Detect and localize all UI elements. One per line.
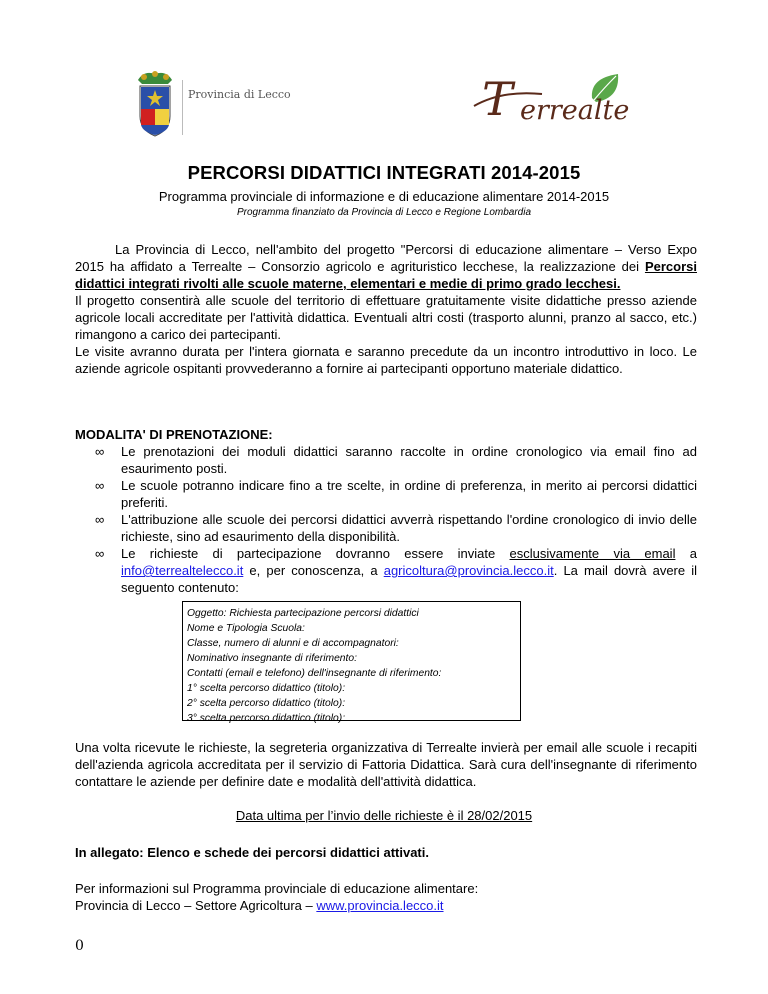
terrealte-logo-text: errealte xyxy=(520,95,630,126)
intro-p1-bold: Percorsi didattici integrati rivolti alle scuole materne, elementari e medie di primo grado lecchesi. xyxy=(75,259,697,291)
box-line: Contatti (email e telefono) dell'insegnante di riferimento: xyxy=(187,668,442,679)
info-line-contact xyxy=(75,898,444,913)
intro-p1-text: La Provincia di Lecco, nell'ambito del progetto "Percorsi di educazione alimentare – Verso Expo 2015 ha affidato a Terrealte – Consorzio agricolo e agrituristico lecchese, la realizzazione dei xyxy=(75,242,697,274)
bullet-text: Le richieste di partecipazione dovranno essere inviate xyxy=(121,546,510,561)
list-item xyxy=(95,477,697,511)
box-line: Oggetto: Richiesta partecipazione percorsi didattici xyxy=(187,608,419,619)
page-subtitle: Programma provinciale di informazione e di educazione alimentare 2014-2015 xyxy=(158,189,610,204)
email-link-provincia[interactable]: agricoltura@provincia.lecco.it xyxy=(383,563,554,578)
bullet-text: e, per conoscenza, a xyxy=(243,563,384,578)
bullet-text: a xyxy=(675,546,697,561)
list-item xyxy=(95,545,697,596)
box-line: 1° scelta percorso didattico (titolo): xyxy=(187,683,346,694)
box-line: Classe, numero di alunni e di accompagnatori: xyxy=(187,638,399,649)
modalita-list xyxy=(95,443,697,596)
box-line: Nominativo insegnante di riferimento: xyxy=(187,653,357,664)
box-line: Nome e Tipologia Scuola: xyxy=(187,623,305,634)
list-item xyxy=(95,443,697,477)
website-link[interactable]: www.provincia.lecco.it xyxy=(316,898,444,913)
bullet-text: L'attribuzione alle scuole dei percorsi didattici avverrà rispettando l'ordine cronologico di invio delle richieste, sino ad esaurimento della disponibilità. xyxy=(121,512,697,544)
page-title: PERCORSI DIDATTICI INTEGRATI 2014-2015 xyxy=(187,162,581,183)
email-template-box xyxy=(182,601,521,724)
bullet-icon: ∞ xyxy=(95,512,105,527)
info-line: Per informazioni sul Programma provinciale di educazione alimentare: xyxy=(75,881,479,896)
modalita-title: MODALITA' DI PRENOTAZIONE: xyxy=(75,427,273,442)
bullet-icon: ∞ xyxy=(95,444,105,459)
bullet-icon: ∞ xyxy=(95,546,105,561)
intro-section xyxy=(75,241,697,377)
funding-note: Programma finanziato da Provincia di Lecco e Regione Lombardia xyxy=(236,207,532,218)
bullet-icon: ∞ xyxy=(95,478,105,493)
email-only-note: esclusivamente via email xyxy=(509,546,676,561)
intro-paragraph-1 xyxy=(75,241,697,292)
terrealte-logo-initial: T xyxy=(482,72,513,126)
bullet-text: . La mail dovrà avere il seguento contenuto: xyxy=(121,563,697,595)
box-line: 2° scelta percorso didattico (titolo): xyxy=(187,698,346,709)
page-number: 0 xyxy=(75,938,84,954)
email-link-terrealte[interactable]: info@terrealtelecco.it xyxy=(121,563,244,578)
provincia-lecco-logo xyxy=(130,70,300,140)
box-line: 3° scelta percorso didattico (titolo): xyxy=(187,713,346,724)
intro-paragraph-3: Le visite avranno durata per l'intera giornata e saranno precedute da un incontro introduttivo in loco. Le aziende agricole ospitanti provvederanno a fornire ai partecipanti opportuno materiale didattico. xyxy=(75,344,697,376)
intro-paragraph-2: Il progetto consentirà alle scuole del territorio di effettuare gratuitamente visite didattiche presso aziende agricole locali accreditate per l'attività didattica. Eventuali altri costi (trasporto alunni, pranzo al sacco, etc.) rimangono a carico dei partecipanti. xyxy=(75,293,697,342)
provincia-logo-text: Provincia di Lecco xyxy=(188,88,291,101)
coat-of-arms-icon xyxy=(130,70,180,140)
attachment-note: In allegato: Elenco e schede dei percorsi didattici attivati. xyxy=(75,845,429,860)
list-item xyxy=(95,511,697,545)
final-paragraph: Una volta ricevute le richieste, la segreteria organizzativa di Terrealte invierà per email alle scuole i recapiti dell'azienda agricola accreditata per il servizio di Fattoria Didattica. Sarà cura dell'insegnante di riferimento contattare le aziende per definire date e modalità dell'attività didattica. xyxy=(75,740,697,789)
terrealte-logo xyxy=(472,72,630,132)
bullet-text: Le scuole potranno indicare fino a tre scelte, in ordine di preferenza, in merito ai percorsi didattici preferiti. xyxy=(121,478,697,510)
info-contact-text: Provincia di Lecco – Settore Agricoltura – xyxy=(75,898,317,913)
deadline-note: Data ultima per l’invio delle richieste è il 28/02/2015 xyxy=(235,808,533,823)
bullet-text: Le prenotazioni dei moduli didattici saranno raccolte in ordine cronologico via email fino ad esaurimento posti. xyxy=(121,444,697,476)
